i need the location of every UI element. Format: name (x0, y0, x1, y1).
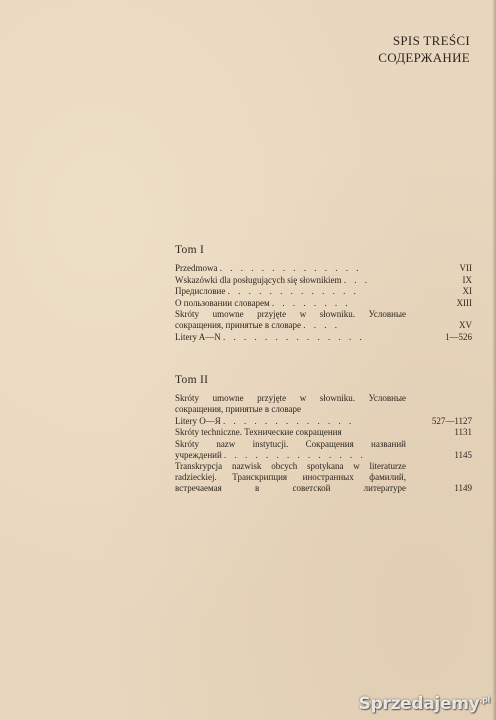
page-edge-shadow (492, 0, 496, 720)
toc-page-number: 527—1127 (431, 415, 472, 426)
toc-entry-litery-a-n: Litery A—N . . . . . . . . . . . . . . 1—526 (175, 331, 472, 342)
toc-page-number: XI (462, 286, 472, 296)
toc-entry-text: Litery A—N (175, 331, 221, 342)
toc-entry-przedmowa: Przedmowa . . . . . . . . . . . . . . VII (175, 263, 472, 273)
toc-entry-text: сокращения, принятые в словаре (175, 320, 301, 330)
toc-entry-o-polzovanii: О пользовании словарем . . . . . . . . XIII (175, 297, 472, 308)
toc-entry-text: Skróty nazw instytucji. Сокращения названий (175, 438, 406, 449)
toc-page-number: XIII (456, 297, 472, 308)
toc-entry-text: О пользовании словарем (175, 297, 270, 308)
toc-entry-transkrypcja (175, 461, 472, 494)
toc-header (378, 32, 470, 66)
toc-page-number: VII (459, 263, 472, 273)
volume-1-title: Tom I (175, 244, 205, 256)
toc-entry-text: Skróty umowne przyjęte w słowniku. Условные (175, 393, 406, 403)
toc-entry-text: Transkrypcja nazwisk obcych spotykana w literaturze radzieckiej. Транскрипция иностранных фамилий, встречаемая в советской литературе (175, 461, 406, 493)
toc-entry-skroty-umowne-2 (175, 393, 472, 415)
toc-page-number: 1145 (454, 449, 472, 460)
toc-entry-predislovie: Предисловие . . . . . . . . . . . . . XI (175, 286, 472, 296)
header-title-polish: SPIS TREŚCI (392, 33, 470, 48)
toc-page-number: 1149 (454, 483, 472, 493)
watermark-tld: .pl (479, 695, 490, 705)
toc-entry-text: сокращения, принятые в словаре (175, 404, 301, 414)
toc-entry-litery-o-ya: Litery O—Я . . . . . . . . . . . . . 527—1127 (175, 415, 472, 426)
volume-2-title: Tom II (175, 374, 209, 386)
toc-entry-wskazowki: Wskazówki dla posługujących się słownikiem . . . IX (175, 274, 472, 285)
header-title-russian: СОДЕРЖАНИЕ (378, 50, 470, 65)
toc-entry-text: Wskazówki dla posługujących się słownikiem (175, 274, 342, 285)
toc-entry-skroty-umowne: Skróty umowne przyjęte w słowniku. Условные сокращения, принятые в словаре . . . . XV (175, 309, 472, 330)
volume-2-toc (175, 393, 472, 495)
volume-1-toc (175, 263, 472, 343)
toc-page-number: 1—526 (445, 331, 472, 342)
toc-entry-text: Litery O—Я (175, 415, 221, 426)
toc-page-number: XV (459, 320, 472, 330)
toc-entry-text: Przedmowa (175, 263, 218, 273)
watermark-brand: Sprzedajemy (358, 694, 480, 714)
toc-entry-text: Предисловие (175, 286, 226, 296)
toc-page-number: 1131 (454, 427, 472, 437)
toc-entry-skroty-techniczne (175, 427, 472, 438)
toc-entry-text: Skróty umowne przyjęte w słowniku. Условные (175, 309, 406, 319)
toc-page-number: IX (462, 274, 472, 285)
toc-entry-text: учреждений (175, 449, 222, 460)
toc-entry-skroty-nazw: Skróty nazw instytucji. Сокращения названий учреждений . . . . . . . . . . . . . . 1145 (175, 438, 472, 460)
sprzedajemy-watermark (359, 694, 490, 714)
toc-entry-text: Skróty techniczne. Технические сокращения (175, 427, 342, 437)
